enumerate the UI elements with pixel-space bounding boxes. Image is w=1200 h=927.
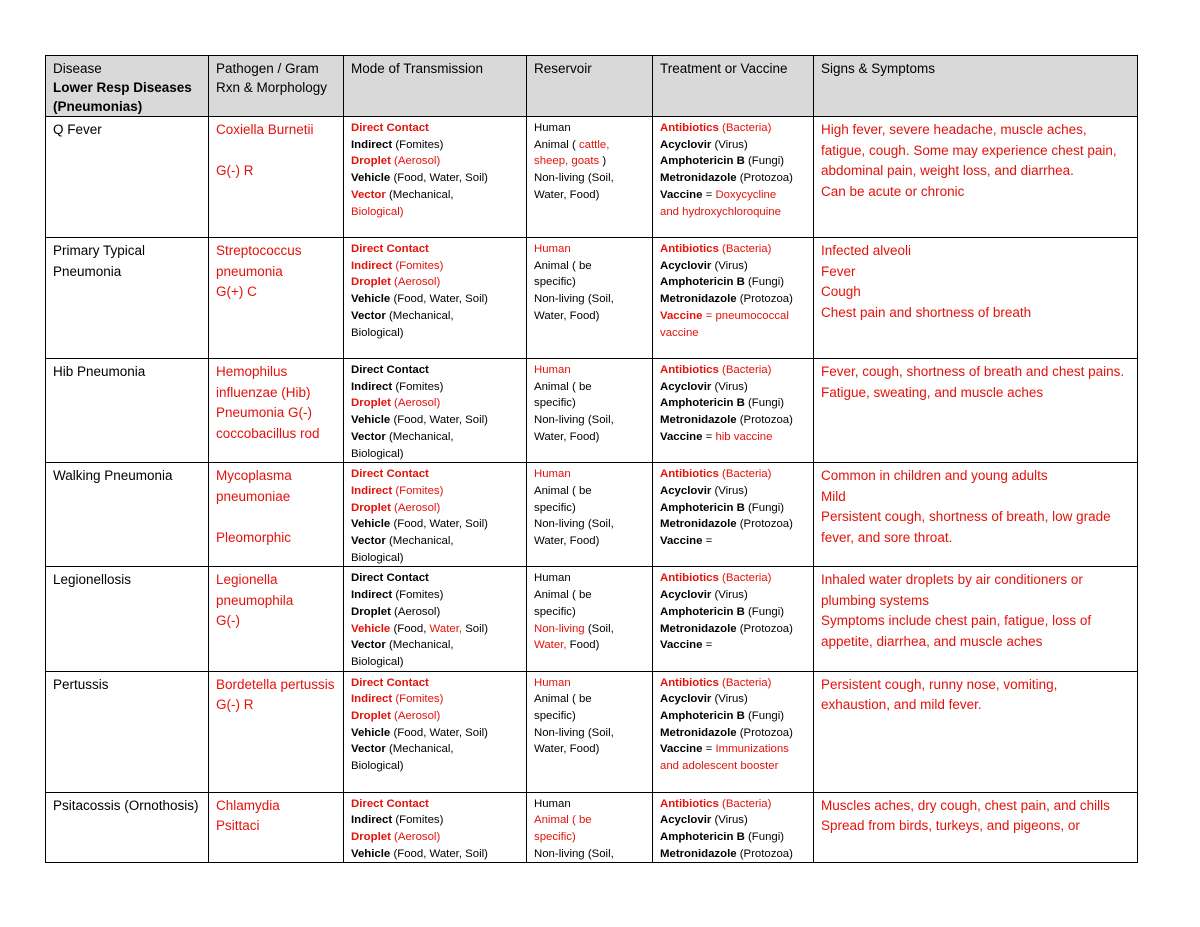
- reservoir-cell: Human Animal ( be specific) Non-living (Soil,: [527, 792, 653, 863]
- header-row: [46, 56, 1138, 117]
- symptoms-cell: Infected alveoli Fever Cough Chest pain and shortness of breath: [814, 238, 1138, 359]
- symptoms-cell: Common in children and young adults Mild Persistent cough, shortness of breath, low grade fever, and sore throat.: [814, 463, 1138, 567]
- disease-cell: Pertussis: [46, 671, 209, 792]
- reservoir-cell: Human Animal ( be specific) Non-living (Soil, Water, Food): [527, 567, 653, 671]
- table-row: [46, 117, 1138, 238]
- table-row: [46, 792, 1138, 863]
- header-disease: Disease Lower Resp Diseases (Pneumonias): [46, 56, 209, 117]
- transmission-cell: Direct Contact Indirect (Fomites) Droplet (Aerosol) Vehicle (Food, Water, Soil) Vector (Mechanical, Biological): [344, 671, 527, 792]
- treatment-cell: Antibiotics (Bacteria) Acyclovir (Virus) Amphotericin B (Fungi) Metronidazole (Protozoa): [653, 792, 814, 863]
- symptoms-cell: Inhaled water droplets by air conditioners or plumbing systems Symptoms include chest pain, fatigue, loss of appetite, diarrhea, and muscle aches: [814, 567, 1138, 671]
- reservoir-cell: Human Animal ( be specific) Non-living (Soil, Water, Food): [527, 238, 653, 359]
- reservoir-cell: Human Animal ( be specific) Non-living (Soil, Water, Food): [527, 671, 653, 792]
- treatment-cell: Antibiotics (Bacteria) Acyclovir (Virus) Amphotericin B (Fungi) Metronidazole (Protozoa) Vaccine =: [653, 567, 814, 671]
- treatment-cell: Antibiotics (Bacteria) Acyclovir (Virus) Amphotericin B (Fungi) Metronidazole (Protozoa) Vaccine = hib vaccine: [653, 359, 814, 463]
- treatment-cell: Antibiotics (Bacteria) Acyclovir (Virus) Amphotericin B (Fungi) Metronidazole (Protozoa) Vaccine = Doxycycline and hydroxychloroquine: [653, 117, 814, 238]
- reservoir-cell: Human Animal ( be specific) Non-living (Soil, Water, Food): [527, 359, 653, 463]
- transmission-cell: Direct Contact Indirect (Fomites) Droplet (Aerosol) Vehicle (Food, Water, Soil) Vector (Mechanical, Biological): [344, 117, 527, 238]
- reservoir-cell: Human Animal ( cattle, sheep, goats ) Non-living (Soil, Water, Food): [527, 117, 653, 238]
- table-row: [46, 671, 1138, 792]
- table-row: [46, 567, 1138, 671]
- symptoms-cell: Muscles aches, dry cough, chest pain, and chills Spread from birds, turkeys, and pigeons, or: [814, 792, 1138, 863]
- disease-cell: Psitacossis (Ornothosis): [46, 792, 209, 863]
- disease-cell: Primary Typical Pneumonia: [46, 238, 209, 359]
- transmission-cell: Direct Contact Indirect (Fomites) Droplet (Aerosol) Vehicle (Food, Water, Soil): [344, 792, 527, 863]
- table-row: [46, 463, 1138, 567]
- header-symptoms: Signs & Symptoms: [814, 56, 1138, 117]
- treatment-cell: Antibiotics (Bacteria) Acyclovir (Virus) Amphotericin B (Fungi) Metronidazole (Protozoa) Vaccine =: [653, 463, 814, 567]
- header-transmission: Mode of Transmission: [344, 56, 527, 117]
- header-pathogen: Pathogen / Gram Rxn & Morphology: [209, 56, 344, 117]
- symptoms-cell: Fever, cough, shortness of breath and chest pains. Fatigue, sweating, and muscle aches: [814, 359, 1138, 463]
- treatment-cell: Antibiotics (Bacteria) Acyclovir (Virus) Amphotericin B (Fungi) Metronidazole (Protozoa) Vaccine = Immunizations and adolescent booster: [653, 671, 814, 792]
- disease-cell: Hib Pneumonia: [46, 359, 209, 463]
- symptoms-cell: High fever, severe headache, muscle aches, fatigue, cough. Some may experience chest pain, abdominal pain, weight loss, and diarrhea. Can be acute or chronic: [814, 117, 1138, 238]
- disease-cell: Walking Pneumonia: [46, 463, 209, 567]
- symptoms-cell: Persistent cough, runny nose, vomiting, exhaustion, and mild fever.: [814, 671, 1138, 792]
- table-row: [46, 359, 1138, 463]
- treatment-cell: Antibiotics (Bacteria) Acyclovir (Virus) Amphotericin B (Fungi) Metronidazole (Protozoa) Vaccine = pneumococcal vaccine: [653, 238, 814, 359]
- pathogen-cell: Legionella pneumophila G(-): [209, 567, 344, 671]
- reservoir-cell: Human Animal ( be specific) Non-living (Soil, Water, Food): [527, 463, 653, 567]
- transmission-cell: Direct Contact Indirect (Fomites) Droplet (Aerosol) Vehicle (Food, Water, Soil) Vector (Mechanical, Biological): [344, 463, 527, 567]
- disease-table: [45, 55, 1138, 863]
- pathogen-cell: Streptococcus pneumonia G(+) C: [209, 238, 344, 359]
- header-reservoir: Reservoir: [527, 56, 653, 117]
- disease-cell: Legionellosis: [46, 567, 209, 671]
- transmission-cell: Direct Contact Indirect (Fomites) Droplet (Aerosol) Vehicle (Food, Water, Soil) Vector (Mechanical, Biological): [344, 567, 527, 671]
- pathogen-cell: Hemophilus influenzae (Hib) Pneumonia G(-) coccobacillus rod: [209, 359, 344, 463]
- header-treatment: Treatment or Vaccine: [653, 56, 814, 117]
- transmission-cell: Direct Contact Indirect (Fomites) Droplet (Aerosol) Vehicle (Food, Water, Soil) Vector (Mechanical, Biological): [344, 359, 527, 463]
- pathogen-cell: Bordetella pertussis G(-) R: [209, 671, 344, 792]
- pathogen-cell: Chlamydia Psittaci: [209, 792, 344, 863]
- pathogen-cell: Coxiella Burnetii G(-) R: [209, 117, 344, 238]
- disease-cell: Q Fever: [46, 117, 209, 238]
- table-row: [46, 238, 1138, 359]
- transmission-cell: Direct Contact Indirect (Fomites) Droplet (Aerosol) Vehicle (Food, Water, Soil) Vector (Mechanical, Biological): [344, 238, 527, 359]
- pathogen-cell: Mycoplasma pneumoniae Pleomorphic: [209, 463, 344, 567]
